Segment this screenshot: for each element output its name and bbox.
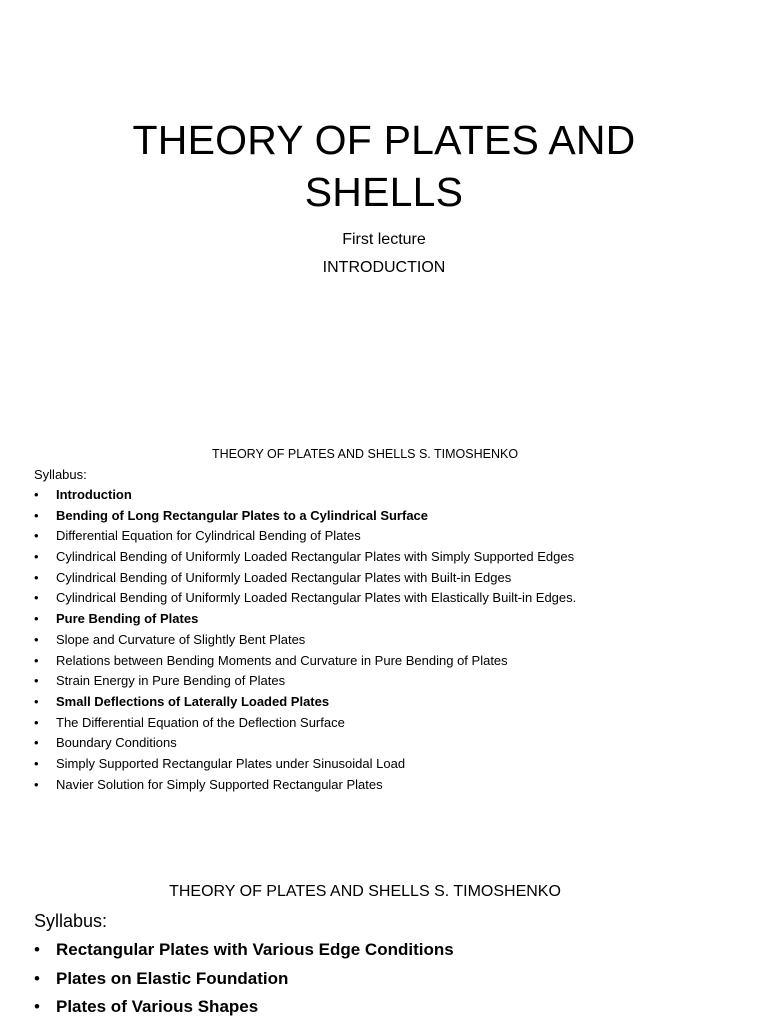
syllabus-item [34,528,734,549]
syllabus-item-text: Cylindrical Bending of Uniformly Loaded Rectangular Plates with Simply Supported Edges [56,549,575,565]
slide-title-heading [0,114,768,218]
syllabus-item-text: Differential Equation for Cylindrical Bending of Plates [56,528,361,544]
bullet-icon: • [34,693,39,709]
syllabus-item-text: Simply Supported Rectangular Plates under Sinusoidal Load [56,755,406,771]
syllabus-item-text: Introduction [56,487,132,502]
bullet-icon: • [34,714,39,730]
slide-syllabus-2 [0,842,768,1024]
bullet-icon: • [34,673,39,689]
syllabus-item-text: Navier Solution for Simply Supported Rectangular Plates [56,776,383,792]
syllabus-item-text: Boundary Conditions [56,735,177,751]
syllabus-item-text: Relations between Bending Moments and Curvature in Pure Bending of Plates [56,652,508,668]
slide-subtitle: First lecture [342,231,426,248]
syllabus-item [34,508,734,529]
syllabus-item [34,590,734,611]
title-line-1: THEORY OF PLATES AND [132,117,636,163]
syllabus-item [34,735,734,756]
bullet-icon: • [34,968,40,988]
syllabus-item-text: Plates on Elastic Foundation [56,968,289,988]
syllabus-list [34,487,734,797]
syllabus-item [34,777,734,798]
slide-subtitle-2: INTRODUCTION [322,259,446,276]
syllabus-item [34,653,734,674]
slide-title [0,0,768,412]
bullet-icon: • [34,652,39,668]
syllabus-item-text: Plates of Various Shapes [56,997,259,1017]
syllabus-item [34,632,734,653]
syllabus-item [34,487,734,508]
bullet-icon: • [34,611,39,627]
syllabus-item-text: Strain Energy in Pure Bending of Plates [56,673,286,689]
syllabus-item [34,549,734,570]
syllabus-item-text: Rectangular Plates with Various Edge Conditions [56,940,454,959]
syllabus-label: Syllabus: [34,911,108,931]
bullet-icon: • [34,997,40,1017]
syllabus-label: Syllabus: [34,467,87,482]
syllabus-heading: THEORY OF PLATES AND SHELLS S. TIMOSHENKO [169,883,561,900]
syllabus-heading: THEORY OF PLATES AND SHELLS S. TIMOSHENKO [211,447,519,461]
syllabus-item-text: Cylindrical Bending of Uniformly Loaded Rectangular Plates with Elastically Built-in Edges. [56,590,577,606]
syllabus-item [34,570,734,591]
syllabus-item [34,756,734,777]
bullet-icon: • [34,940,40,959]
syllabus-item [34,968,454,997]
syllabus-item [34,996,454,1025]
syllabus-item [34,694,734,715]
bullet-icon: • [34,735,39,751]
syllabus-list [34,939,454,1025]
syllabus-item-text: Cylindrical Bending of Uniformly Loaded Rectangular Plates with Built-in Edges [56,569,512,585]
syllabus-item-text: Pure Bending of Plates [56,611,199,627]
syllabus-item [34,715,734,736]
slide-syllabus-1 [0,412,768,842]
syllabus-item-text: The Differential Equation of the Deflection Surface [56,714,345,730]
bullet-icon: • [34,569,39,585]
bullet-icon: • [34,528,39,544]
bullet-icon: • [34,755,39,771]
bullet-icon: • [34,590,39,606]
syllabus-item [34,673,734,694]
syllabus-item-text: Slope and Curvature of Slightly Bent Plates [56,631,306,647]
title-line-2: SHELLS [304,169,464,215]
bullet-icon: • [34,549,39,565]
bullet-icon: • [34,487,39,502]
syllabus-item [34,611,734,632]
syllabus-item [34,939,454,968]
bullet-icon: • [34,776,39,792]
syllabus-item-text: Small Deflections of Laterally Loaded Plates [56,693,330,709]
bullet-icon: • [34,631,39,647]
bullet-icon: • [34,507,39,523]
syllabus-item-text: Bending of Long Rectangular Plates to a Cylindrical Surface [56,507,429,523]
